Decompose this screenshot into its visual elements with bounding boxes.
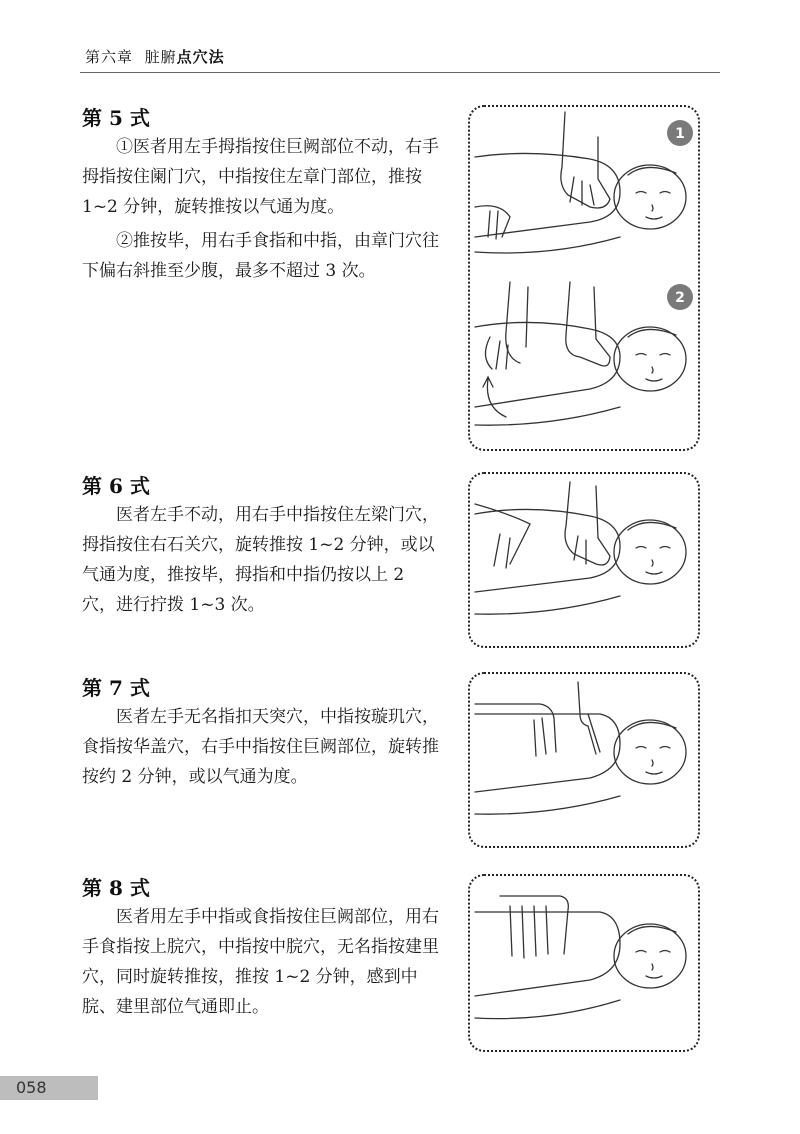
running-header: [85, 46, 225, 67]
section-8-text: 医者用左手中指或食指按住巨阙部位，用右手食指按上脘穴，中指按中脘穴，无名指按建里穴，同时旋转推按，推按 1~2 分钟，感到中脘、建里部位气通即止。: [82, 907, 439, 1017]
section-6-illustration: [468, 472, 700, 648]
section-5-title: 第 5 式: [82, 106, 150, 130]
page-number: 058: [16, 1078, 47, 1097]
massage-illustration-7: [470, 674, 698, 846]
section-8-title: 第 8 式: [82, 876, 150, 900]
section-5-step-1: ①医者用左手拇指按住巨阙部位不动，右手拇指按住阑门穴，中指按住左章门部位，推按 1~2 分钟，旋转推按以气通为度。: [82, 137, 439, 217]
section-7-illustration: [468, 672, 700, 848]
section-6-text: 医者左手不动，用右手中指按住左梁门穴，拇指按住右石关穴，旋转推按 1~2 分钟，或以气通为度，推按毕，拇指和中指仍按以上 2 穴，进行拧拨 1~3 次。: [82, 505, 439, 615]
chapter-title: 脏腑: [144, 48, 177, 66]
section-7-text: 医者左手无名指扣天突穴，中指按璇玑穴，食指按华盖穴，右手中指按住巨阙部位，旋转推按约 2 分钟，或以气通为度。: [82, 707, 439, 787]
section-8-illustration: [468, 874, 700, 1052]
step-1-badge-label: 1: [675, 126, 685, 142]
chapter-title-bold: 点穴法: [176, 48, 225, 66]
section-6-title: 第 6 式: [82, 474, 150, 498]
header-divider: [80, 72, 720, 73]
massage-illustration-8: [470, 876, 698, 1050]
section-7-title: 第 7 式: [82, 676, 150, 700]
chapter-label: 第六章: [85, 48, 134, 66]
page-number-tab: [0, 1076, 98, 1100]
section-5-step-2: ②推按毕，用右手食指和中指，由章门穴往下偏右斜推至少腹，最多不超过 3 次。: [82, 231, 439, 281]
step-2-badge-label: 2: [675, 290, 685, 306]
massage-illustration-6: [470, 474, 698, 646]
massage-illustration-5: [470, 107, 698, 449]
section-5-illustration: [468, 105, 700, 451]
